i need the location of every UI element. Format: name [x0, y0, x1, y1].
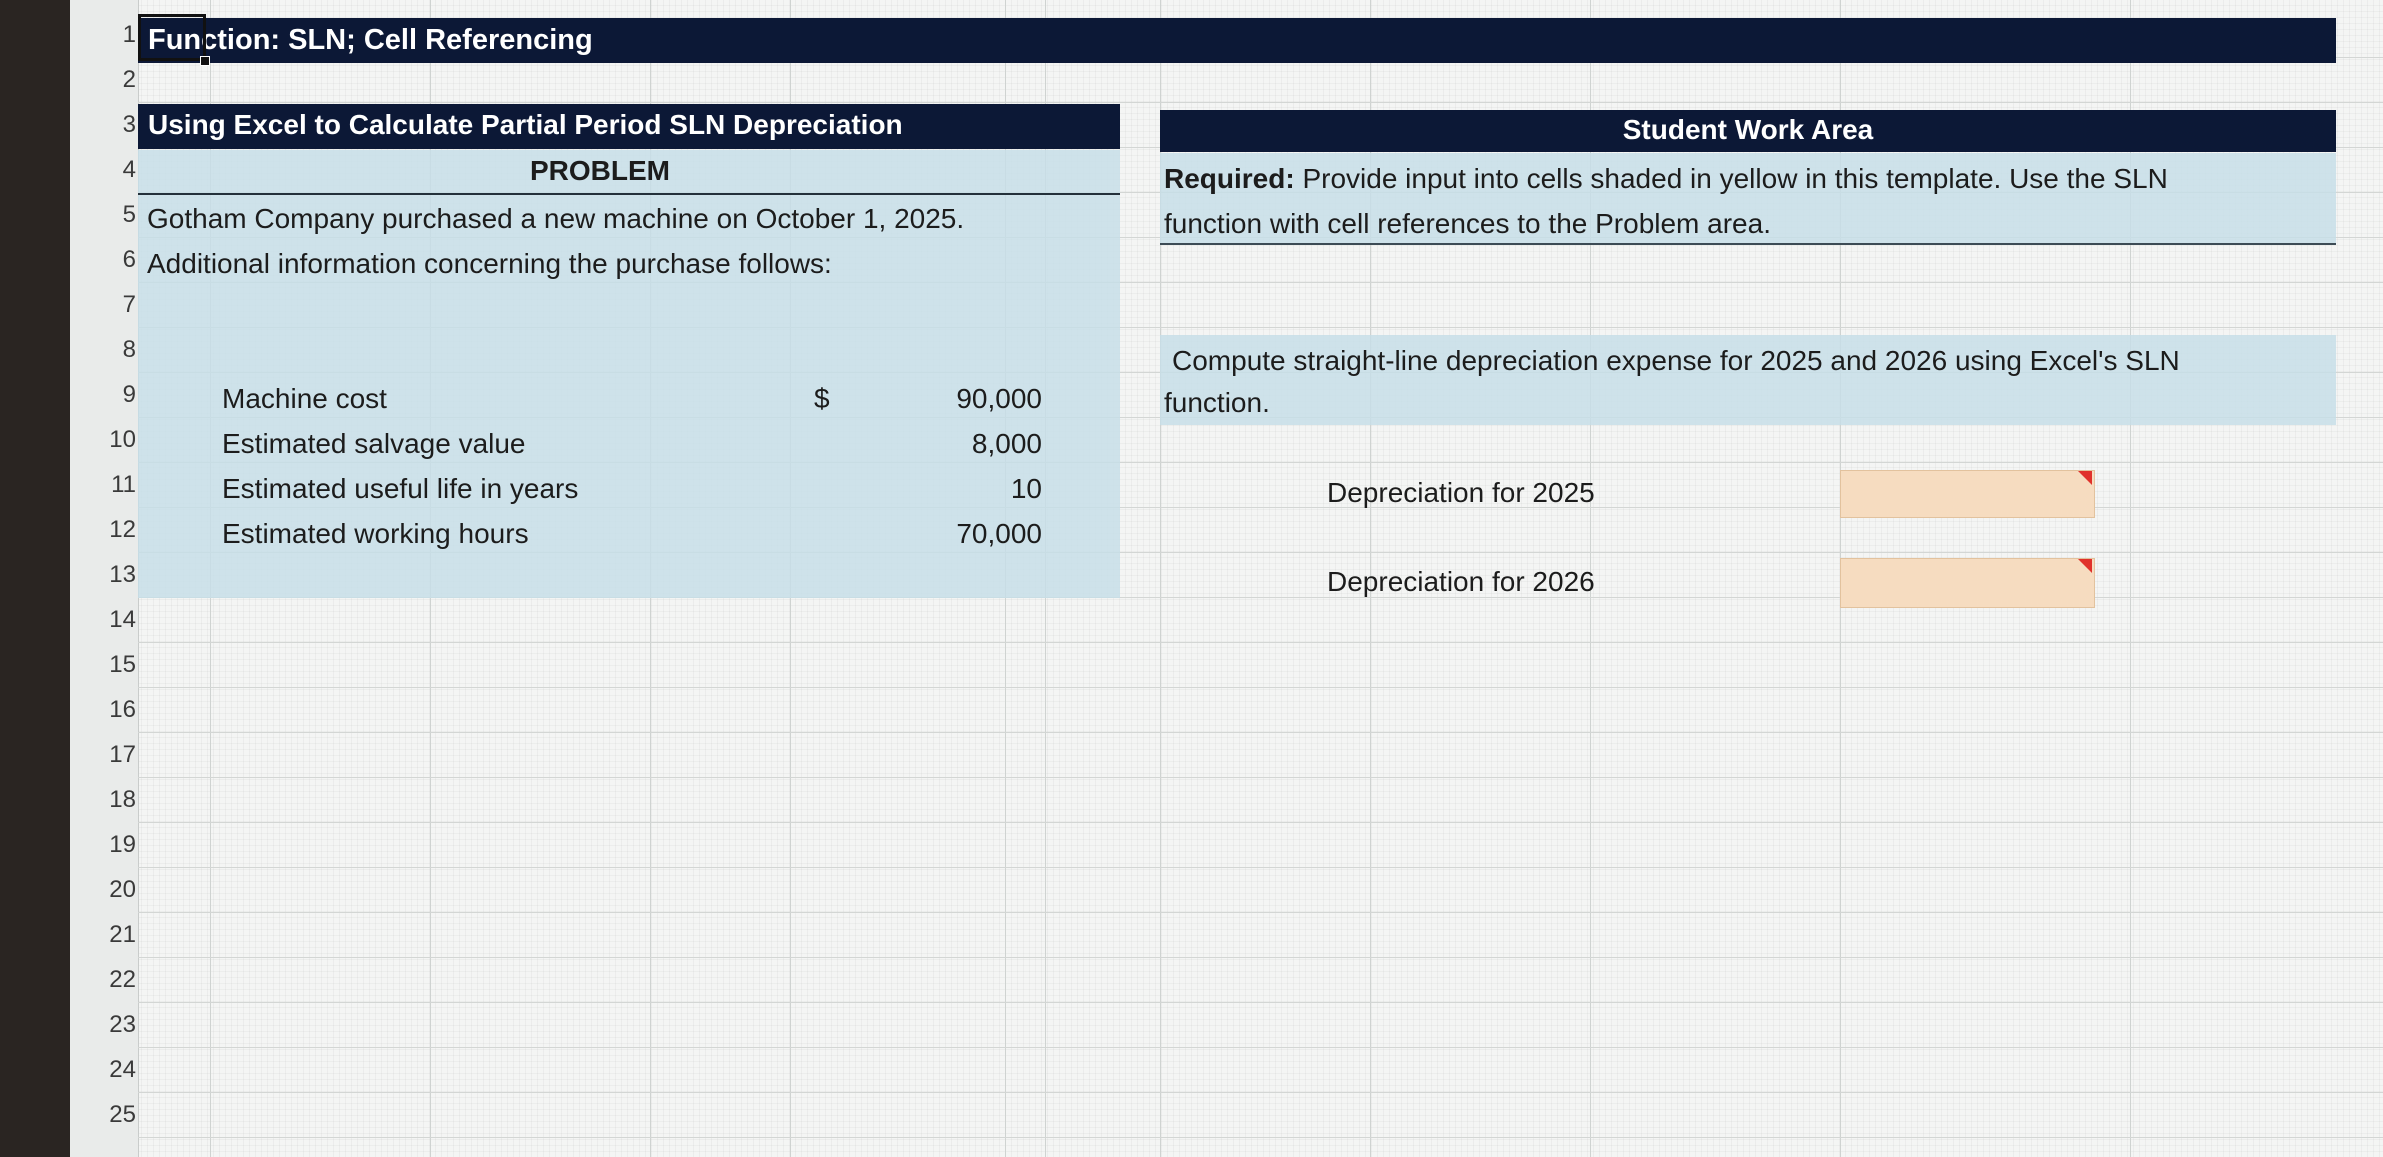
compute-line-2[interactable]: function. [1164, 387, 1270, 418]
row-gridline [138, 732, 2383, 733]
fill-handle[interactable] [200, 56, 210, 66]
row-number[interactable]: 24 [109, 1056, 136, 1083]
row-number[interactable]: 23 [109, 1011, 136, 1038]
row-number[interactable]: 10 [109, 426, 136, 453]
row-number[interactable]: 6 [122, 246, 136, 273]
problem-underline [138, 193, 1120, 195]
row-gridline [138, 822, 2383, 823]
left-panel-header: Using Excel to Calculate Partial Period SLN Depreciation [148, 109, 903, 140]
row-number[interactable]: 4 [122, 156, 136, 183]
required-underline [1160, 243, 2336, 245]
row-number[interactable]: 5 [122, 201, 136, 228]
row-gridline [138, 642, 2383, 643]
row-number[interactable]: 16 [109, 696, 136, 723]
row-gridline [138, 1002, 2383, 1003]
row-number[interactable]: 21 [109, 921, 136, 948]
row-number[interactable]: 14 [109, 606, 136, 633]
problem-line-1[interactable]: Gotham Company purchased a new machine on October 1, 2025. [147, 203, 965, 234]
row-number[interactable]: 20 [109, 876, 136, 903]
problem-line-2[interactable]: Additional information concerning the purchase follows: [147, 248, 832, 279]
depreciation-2026-label[interactable]: Depreciation for 2026 [1327, 566, 1595, 597]
compute-line-1[interactable]: Compute straight-line depreciation expense for 2025 and 2026 using Excel's SLN [1172, 345, 2180, 376]
row-number[interactable]: 1 [122, 21, 136, 48]
depreciation-2025-input[interactable] [1840, 470, 2095, 518]
row-number[interactable]: 2 [122, 66, 136, 93]
row-gridline [138, 912, 2383, 913]
row-number[interactable]: 22 [109, 966, 136, 993]
row-number[interactable]: 7 [122, 291, 136, 318]
spreadsheet-grid[interactable] [70, 0, 2383, 1157]
required-line-1[interactable] [1164, 162, 2168, 196]
useful-life-value[interactable]: 10 [1010, 473, 1042, 504]
row-gridline [138, 777, 2383, 778]
salvage-value[interactable]: 8,000 [971, 428, 1042, 459]
machine-cost-currency: $ [814, 383, 830, 414]
comment-indicator-icon[interactable] [2078, 559, 2092, 573]
depreciation-2025-label[interactable]: Depreciation for 2025 [1327, 477, 1595, 508]
row-gridline [138, 1092, 2383, 1093]
useful-life-label[interactable]: Estimated useful life in years [222, 473, 579, 504]
row-number[interactable]: 8 [122, 336, 136, 363]
required-bold: Required: [1164, 163, 1295, 194]
required-line-2[interactable]: function with cell references to the Problem area. [1164, 208, 1771, 239]
right-panel-header: Student Work Area [1622, 114, 1874, 145]
row-number[interactable]: 13 [109, 561, 136, 588]
problem-label: PROBLEM [530, 155, 670, 186]
comment-indicator-icon[interactable] [2078, 471, 2092, 485]
working-hours-label[interactable]: Estimated working hours [222, 518, 529, 549]
row-gridline [138, 687, 2383, 688]
row-number[interactable]: 18 [109, 786, 136, 813]
working-hours-value[interactable]: 70,000 [956, 518, 1042, 549]
row-number[interactable]: 17 [109, 741, 136, 768]
row-number[interactable]: 3 [122, 111, 136, 138]
row-gridline [138, 867, 2383, 868]
machine-cost-label[interactable]: Machine cost [222, 383, 387, 414]
row-number[interactable]: 19 [109, 831, 136, 858]
salvage-value-label[interactable]: Estimated salvage value [222, 428, 526, 459]
row-number[interactable]: 12 [109, 516, 136, 543]
required-text: Provide input into cells shaded in yellow in this template. Use the SLN [1302, 163, 2168, 194]
row-header [70, 0, 139, 1157]
active-cell-selection[interactable] [138, 14, 206, 61]
row-gridline [138, 1137, 2383, 1138]
depreciation-2026-input[interactable] [1840, 558, 2095, 608]
sheet-title: Function: SLN; Cell Referencing [148, 24, 593, 56]
row-gridline [138, 1047, 2383, 1048]
machine-cost-value[interactable]: 90,000 [956, 383, 1042, 414]
row-number[interactable]: 9 [122, 381, 136, 408]
row-number[interactable]: 15 [109, 651, 136, 678]
row-gridline [138, 957, 2383, 958]
row-number[interactable]: 11 [111, 471, 136, 498]
row-gridline [138, 102, 2383, 103]
row-number[interactable]: 25 [109, 1101, 136, 1128]
